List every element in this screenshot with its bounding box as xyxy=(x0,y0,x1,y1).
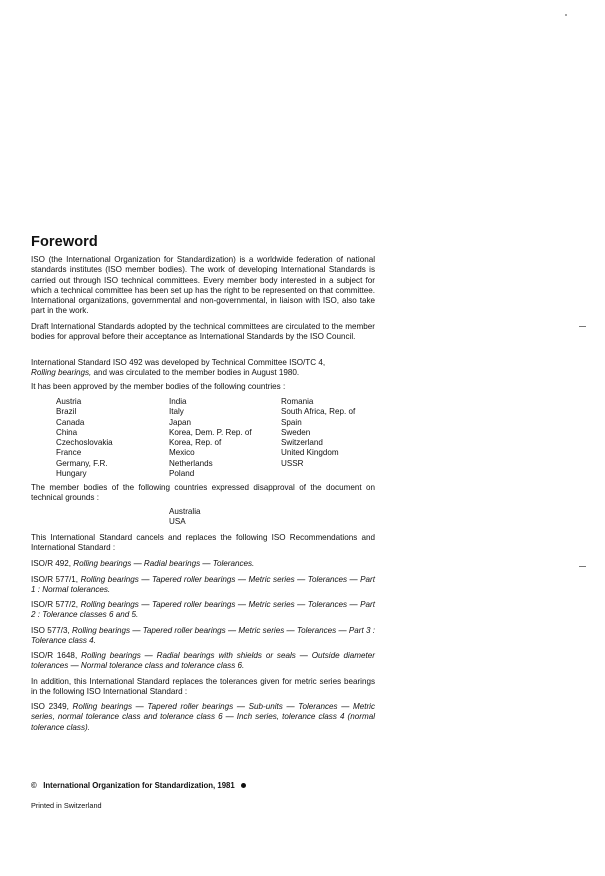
country: Italy xyxy=(169,407,184,417)
item-code: ISO/R 1648, xyxy=(31,651,78,660)
item-title: Rolling bearings — Tapered roller bearings — Metric series — Tolerances — Part 3 : Tolerance class 4. xyxy=(31,626,375,646)
country: Germany, F.R. xyxy=(56,458,108,468)
approval-intro: It has been approved by the member bodies of the following countries : xyxy=(31,382,286,391)
margin-mark xyxy=(579,326,586,327)
replaced-item xyxy=(31,651,375,672)
replaced-item xyxy=(31,626,375,647)
replaced-item xyxy=(31,559,375,569)
country: Czechoslovakia xyxy=(56,438,113,448)
country: United Kingdom xyxy=(281,448,339,458)
standard-paragraph xyxy=(31,358,375,379)
item-code: ISO/R 492, xyxy=(31,559,72,568)
page-title: Foreword xyxy=(31,234,98,250)
item-title: Rolling bearings — Radial bearings — Tolerances. xyxy=(73,559,255,568)
countries-col-1 xyxy=(56,397,113,479)
item-title: Rolling bearings — Radial bearings with shields or seals — Outside diameter tolerances — Normal tolerance class and tolerance class 6. xyxy=(31,651,375,671)
item-title: Rolling bearings — Tapered roller bearings — Sub-units — Tolerances — Metric series, normal tolerance class and tolerance class 6 — Inch series, tolerance class 4 (normal tolerance class). xyxy=(31,702,375,732)
country: Canada xyxy=(56,417,85,427)
replaced-item xyxy=(31,600,375,621)
printed-in: Printed in Switzerland xyxy=(31,801,102,810)
bullet-icon xyxy=(241,783,246,788)
item-title: Rolling bearings — Tapered roller bearings — Metric series — Tolerances — Part 2 : Tolerance classes 6 and 5. xyxy=(31,600,375,620)
copyright-line xyxy=(31,781,246,790)
copyright-text: International Organization for Standardization, 1981 xyxy=(43,781,235,790)
country: China xyxy=(56,427,78,437)
scan-speck xyxy=(565,14,567,16)
copyright-symbol: © xyxy=(31,781,37,790)
intro-paragraph: ISO (the International Organization for Standardization) is a worldwide federation of national standards institutes (ISO member bodies). The work of developing International Standards is carried out through ISO technical committees. Every member body interested in a subject for which a technical committee has been set up has the right to be represented on that committee. International organizations, governmental and non-governmental, in liaison with ISO, also take part in the work. xyxy=(31,255,375,316)
item-code: ISO/R 577/1, xyxy=(31,575,79,584)
country: Austria xyxy=(56,397,82,406)
country: India xyxy=(169,397,187,406)
replaces-intro: This International Standard cancels and replaces the following ISO Recommendations and International Standard : xyxy=(31,533,375,553)
country: Spain xyxy=(281,417,302,427)
countries-col-2 xyxy=(169,397,252,479)
replaced-item xyxy=(31,575,375,596)
disapproving-countries xyxy=(169,507,201,528)
item-code: ISO/R 577/2, xyxy=(31,600,79,609)
country: South Africa, Rep. of xyxy=(281,407,356,417)
country: Australia xyxy=(169,507,201,516)
standard-text-1: International Standard ISO 492 was developed by Technical Committee ISO/TC 4, xyxy=(31,358,326,367)
standard-committee-title: Rolling bearings, xyxy=(31,368,92,378)
item-title: Rolling bearings — Tapered roller bearings — Metric series — Tolerances — Part 1 : Normal tolerances. xyxy=(31,575,375,595)
item-code: ISO 2349, xyxy=(31,702,69,711)
country: Japan xyxy=(169,417,192,427)
country: France xyxy=(56,448,82,458)
country: Hungary xyxy=(56,469,87,479)
country: USA xyxy=(169,517,186,527)
country: Brazil xyxy=(56,407,77,417)
disapproval-intro: The member bodies of the following countries expressed disapproval of the document on technical grounds : xyxy=(31,483,375,503)
country: Romania xyxy=(281,397,314,406)
country: USSR xyxy=(281,458,304,468)
country: Sweden xyxy=(281,427,311,437)
margin-mark xyxy=(579,566,586,567)
country: Korea, Rep. of xyxy=(169,438,222,448)
item-code: ISO 577/3, xyxy=(31,626,70,635)
draft-paragraph: Draft International Standards adopted by the technical committees are circulated to the member bodies for approval before their acceptance as International Standards by the ISO Council. xyxy=(31,322,375,342)
addition-intro: In addition, this International Standard replaces the tolerances given for metric series bearings in the following ISO International Standard : xyxy=(31,677,375,697)
country: Netherlands xyxy=(169,458,213,468)
country: Mexico xyxy=(169,448,195,458)
country: Switzerland xyxy=(281,438,323,448)
standard-text-2: and was circulated to the member bodies in August 1980. xyxy=(93,368,300,378)
addition-item xyxy=(31,702,375,733)
countries-col-3 xyxy=(281,397,355,469)
country: Korea, Dem. P. Rep. of xyxy=(169,427,252,437)
country: Poland xyxy=(169,469,195,479)
